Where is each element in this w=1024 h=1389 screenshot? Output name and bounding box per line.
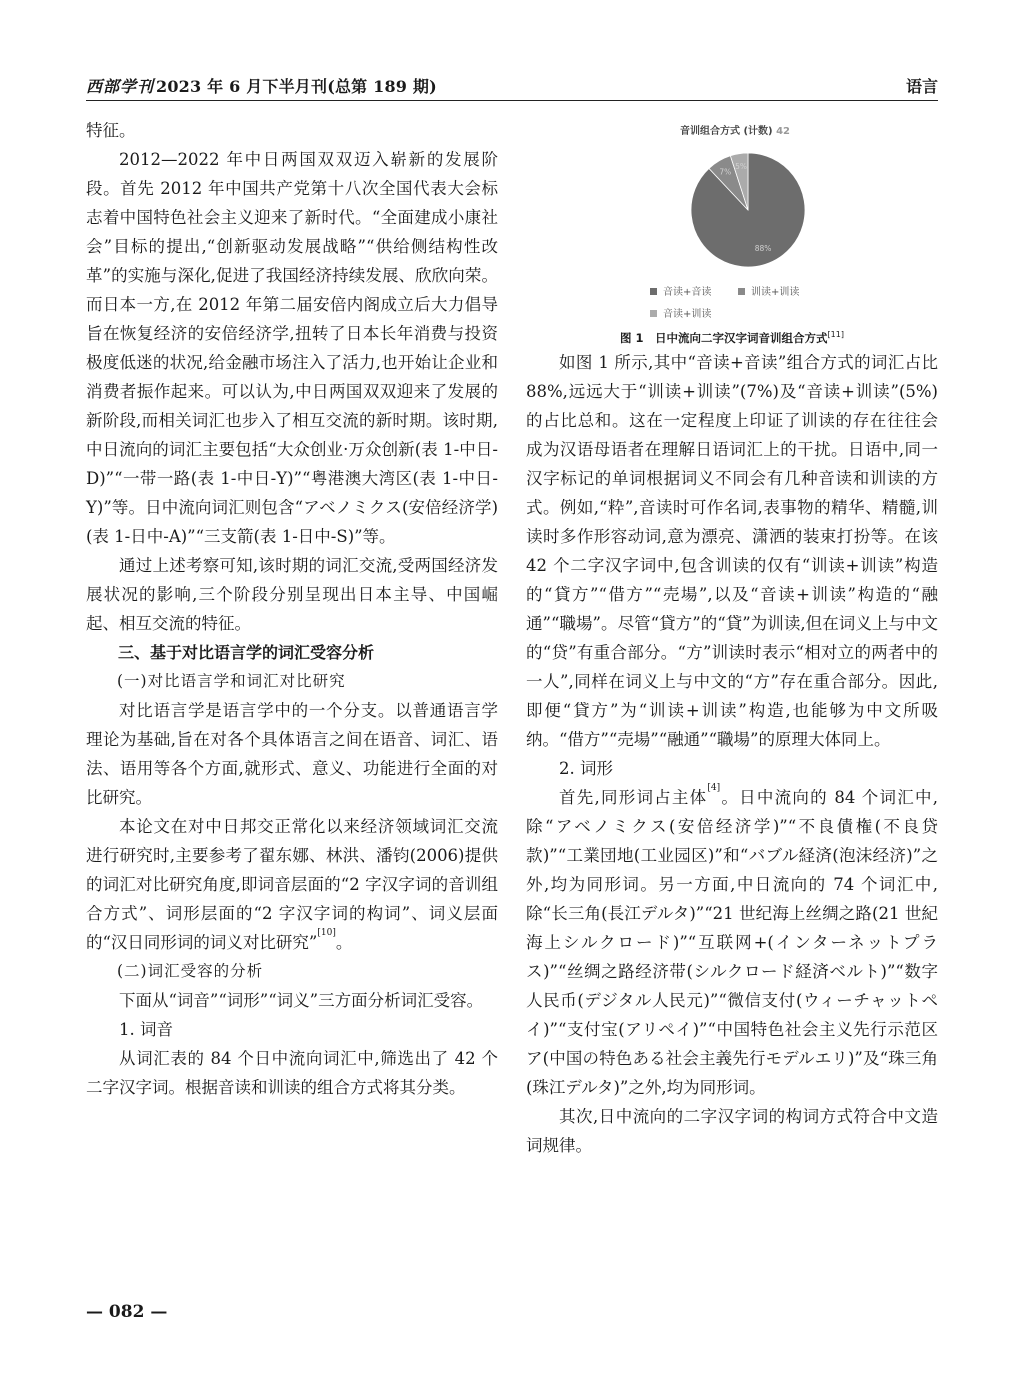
legend-label: 音读+音读 [663,287,712,298]
legend-item-1 [738,283,799,298]
paragraph-text: 下面从“词音”“词形”“词义”三方面分析词汇受容。 [119,991,484,1010]
paragraph [86,551,498,638]
paragraph-text: 如图 1 所示,其中“音读+音读”组合方式的词汇占比 88%,远远大于“训读+训读”(7%)及“音读+训读”(5%)的占比总和。这在一定程度上印证了训读的存在往往会成为汉语母语者在理解日语词汇上的干扰。日语中,同一汉字标记的单词根据词义不同会有几种音读和训读的方式。例如,“粋”,音读时可作名词,表事物的精华、精髓,训读时多作形容动词,意为漂亮、潇洒的装束打扮等。在该 42 个二字汉字词中,包含训读的仅有“训读+训读”构造的“貸方”“借方”“売場”,以及“音读+训读”构造的“融通”“職場”。尽管“貸方”的“貸”为训读,但在词义上与中文的“贷”有重合部分。“方”训读时表示“相对立的两者中的一人”,同样在词义上与中文的“方”存在重合部分。因此,即便“貸方”为“训读+训读”构造,也能够为中文所吸纳。“借方”“売場”“融通”“職場”的原理大体同上。 [526,353,938,749]
header-rule [86,100,938,101]
legend-swatch [738,288,745,295]
paragraph [86,116,498,145]
paragraph-text: 从词汇表的 84 个日中流向词汇中,筛选出了 42 个二字汉字词。根据音读和训读的组合方式将其分类。 [86,1049,498,1097]
paragraph [86,696,498,812]
section-heading [526,754,938,783]
paragraph-text: (二)词汇受容的分析 [117,962,264,980]
paragraph-text: 首先,同形词占主体 [559,788,708,807]
page-header [86,74,938,96]
legend-swatch [650,288,657,295]
journal-title [86,74,437,97]
legend-swatch [650,310,657,317]
paragraph-text: 三、基于对比语言学的词汇受容分析 [118,643,375,662]
paragraph [86,145,498,551]
chart-title-text: 音训组合方式 (计数) [679,126,773,137]
legend-item-0 [650,283,711,298]
page-number: — 082 — [86,1302,168,1322]
paragraph-text: 1. 词音 [119,1020,173,1039]
section-heading [86,1015,498,1044]
journal-logo: 西部学刊 [86,77,155,96]
paragraph [526,1102,938,1160]
section-heading [86,638,498,667]
paragraph-text: 其次,日中流向的二字汉字词的构词方式符合中文造词规律。 [526,1107,938,1155]
left-column [86,116,498,1102]
pie-chart-svg [590,118,880,328]
pie-label-1: 7% [719,167,732,177]
pie-chart [590,118,880,328]
paragraph [86,986,498,1015]
section-heading [86,667,498,696]
right-column [526,348,938,1160]
section-heading [86,957,498,986]
paragraph-text: 特征。 [86,121,136,140]
chart-count: 42 [776,126,791,137]
chart-title [590,122,880,137]
citation: [10] [317,928,336,938]
paragraph-text: 2012—2022 年中日两国双双迈入崭新的发展阶段。首先 2012 年中国共产党第十八次全国代表大会标志着中国特色社会主义迎来了新时代。“全面建成小康社会”目标的提出,“创新驱动发展战略”“供给侧结构性改革”的实施与深化,促进了我国经济持续发展、欣欣向荣。而日本一方,在 2012 年第二届安倍内阁成立后大力倡导旨在恢复经济的安倍经济学,扭转了日本长年消费与投资极度低迷的状况,给金融市场注入了活力,也开始让企业和消费者振作起来。可以认为,中日两国双双迎来了发展的新阶段,而相关词汇也步入了相互交流的新时期。该时期,中日流向的词汇主要包括“大众创业·万众创新(表 1-中日-D)”“一带一路(表 1-中日-Y)”“粤港澳大湾区(表 1-中日-Y)”等。日中流向词汇则包含“アベノミクス(安倍经济学)(表 1-日中-A)”“三支箭(表 1-日中-S)”等。 [86,150,498,546]
pie-label-0: 88% [754,244,772,254]
figure-caption-text: 图 1 日中流向二字汉字词音训组合方式 [620,331,828,345]
paragraph [526,348,938,754]
paragraph-text: 本论文在对中日邦交正常化以来经济领域词汇交流进行研究时,主要参考了翟东娜、林洪、潘钧(2006)提供的词汇对比研究角度,即词音层面的“2 字汉字词的音训组合方式”、词形层面的“2 字汉字词的构词”、词义层面的“汉日同形词的词义对比研究” [86,817,498,952]
legend-label: 训读+训读 [751,287,800,298]
paragraph [86,1044,498,1102]
figure-caption [526,330,938,346]
paragraph-text: (一)对比语言学和词汇对比研究 [117,672,346,690]
paragraph [526,783,938,1102]
paragraph [86,812,498,957]
section-label: 语言 [905,77,938,96]
legend-label: 音读+训读 [663,309,712,320]
paragraph-text: 2. 词形 [559,759,613,778]
figure-citation: [11] [827,330,844,339]
issue-info: 2023 年 6 月下半月刊(总第 189 期) [156,77,437,96]
pie-label-2: 5% [735,162,747,172]
paragraph-text: 对比语言学是语言学中的一个分支。以普通语言学理论为基础,旨在对各个具体语言之间在语音、词汇、语法、语用等各个方面,就形式、意义、功能进行全面的对比研究。 [86,701,498,807]
paragraph-text: 通过上述考察可知,该时期的词汇交流,受两国经济发展状况的影响,三个阶段分别呈现出日本主导、中国崛起、相互交流的特征。 [86,556,498,633]
paragraph-text: 。日中流向的 84 个词汇中,除“アベノミクス(安倍经济学)”“不良債権(不良贷款)”“工業団地(工业园区)”和“バブル経済(泡沫经济)”之外,均为同形词。另一方面,中日流向的 74 个词汇中,除“长三角(長江デルタ)”“21 世纪海上丝绸之路(21 世紀海上シルクロード)”“互联网+(インターネットプラス)”“丝绸之路经济带(シルクロード経済ベルト)”“数字人民币(デジタル人民元)”“微信支付(ウィーチャットペイ)”“支付宝(アリペイ)”“中国特色社会主义先行示范区ア(中国の特色ある社会主義先行モデルエリ)”及“珠三角(珠江デルタ)”之外,均为同形词。 [526,788,938,1097]
legend-item-2 [650,305,711,320]
paragraph-text: 。 [335,933,353,952]
citation: [4] [707,783,721,793]
